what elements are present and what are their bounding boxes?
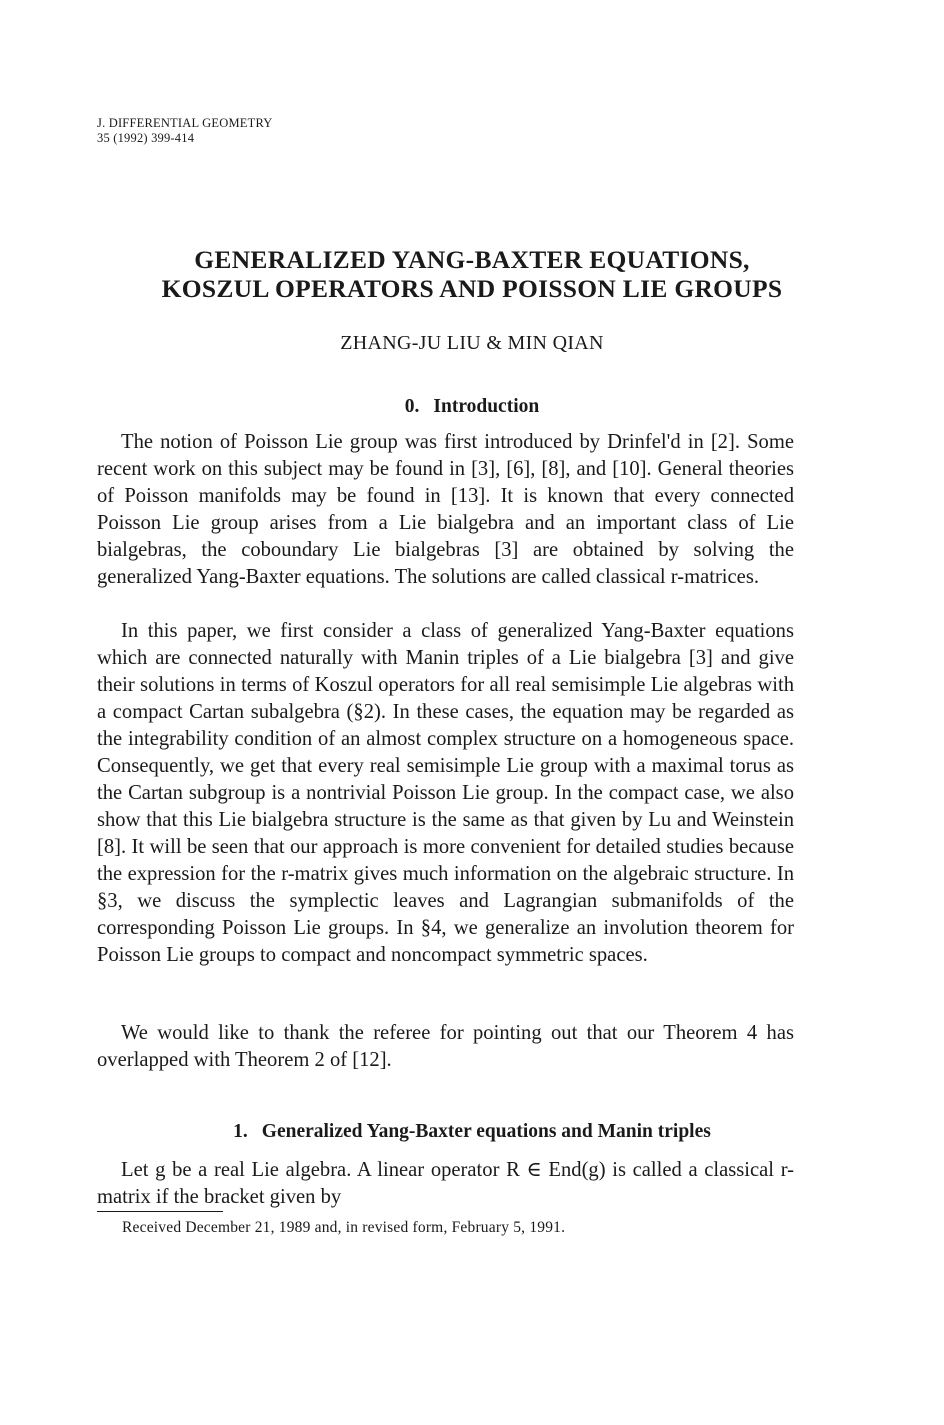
paragraph: Let g be a real Lie algebra. A linear operator R ∈ End(g) is called a classical r-matrix if the bracket given by bbox=[97, 1159, 794, 1208]
footnote: Received December 21, 1989 and, in revised form, February 5, 1991. bbox=[122, 1219, 566, 1236]
journal-name: J. DIFFERENTIAL GEOMETRY bbox=[97, 116, 273, 130]
section-number: 1. bbox=[233, 1121, 248, 1142]
journal-volume-pages: 35 (1992) 399-414 bbox=[97, 131, 195, 145]
paragraph: In this paper, we first consider a class of generalized Yang-Baxter equations which are connected naturally with Manin triples of a Lie bialgebra [3] and give their solutions in terms of Koszul operators for all real semisimple Lie algebras with a compact Cartan subalgebra (§2). In these cases, the equation may be regarded as the integrability condition of an almost complex structure on a homogeneous space. Consequently, we get that every real semisimple Lie group with a maximal torus as the Cartan subgroup is a nontrivial Poisson Lie group. In the compact case, we also show that this Lie bialgebra structure is the same as that given by Lu and Weinstein [8]. It will be seen that our approach is more convenient for detailed studies because the expression for the r-matrix gives much information on the algebraic structure. In §3, we discuss the symplectic leaves and Lagrangian submanifolds of the corresponding Poisson Lie groups. In §4, we generalize an involution theorem for Poisson Lie groups to compact and noncompact symmetric spaces. bbox=[97, 620, 794, 966]
authors: ZHANG-JU LIU & MIN QIAN bbox=[340, 332, 604, 354]
footnote-rule bbox=[97, 1211, 223, 1212]
section-heading-introduction bbox=[97, 396, 847, 418]
paper-title bbox=[60, 245, 884, 303]
section-heading-yang-baxter bbox=[97, 1121, 847, 1143]
section-title: Introduction bbox=[433, 396, 540, 417]
journal-header bbox=[97, 116, 273, 146]
paragraph: We would like to thank the referee for pointing out that our Theorem 4 has overlapped with Theorem 2 of [12]. bbox=[97, 1022, 794, 1071]
paragraph: The notion of Poisson Lie group was first introduced by Drinfel'd in [2]. Some recent work on this subject may be found in [3], [6], [8], and [10]. General theories of Poisson manifolds may be found in [13]. It is known that every connected Poisson Lie group arises from a Lie bialgebra and an important class of Lie bialgebras, the coboundary Lie bialgebras [3] are obtained by solving the generalized Yang-Baxter equations. The solutions are called classical r-matrices. bbox=[97, 431, 794, 588]
title-line-2: KOSZUL OPERATORS AND POISSON LIE GROUPS bbox=[161, 274, 783, 303]
section-title: Generalized Yang-Baxter equations and Manin triples bbox=[261, 1121, 711, 1142]
title-line-1: GENERALIZED YANG-BAXTER EQUATIONS, bbox=[194, 245, 750, 274]
section-number: 0. bbox=[404, 396, 420, 417]
